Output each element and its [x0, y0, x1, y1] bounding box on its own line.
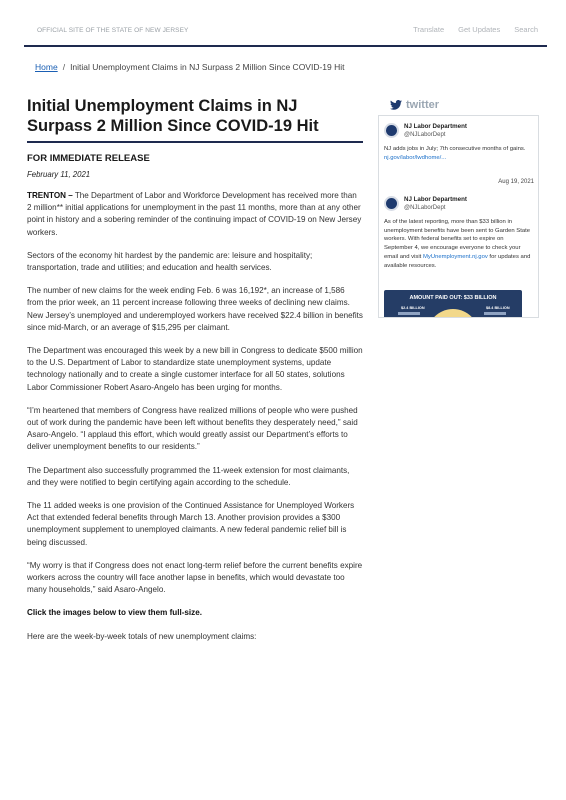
click-images-note: Click the images below to view them full-size. [27, 608, 202, 618]
top-nav [413, 25, 538, 34]
search-link[interactable]: Search [514, 25, 538, 34]
tweet-body-end: for updates and available resources. [384, 253, 531, 269]
title-divider [27, 141, 363, 143]
breadcrumb [35, 62, 345, 72]
header-divider [24, 45, 547, 47]
breadcrumb-home-link[interactable]: Home [35, 62, 58, 72]
lead-text: The Department of Labor and Workforce Development has received more than 2 million** initial applications for unemployment in the past 11 months, more than at any other point in history and a sobering reminder of the continuing impact of COVID-19 on New Jersey workers. [27, 191, 362, 237]
article [27, 96, 363, 643]
get-updates-link[interactable]: Get Updates [458, 25, 501, 34]
page-title: Initial Unemployment Claims in NJ Surpass 2 Million Since COVID-19 Hit [27, 97, 319, 135]
tweet-text [384, 218, 532, 270]
translate-link[interactable]: Translate [413, 25, 445, 34]
tweet-image[interactable] [384, 290, 522, 318]
breadcrumb-separator: / [62, 62, 66, 72]
graphic-bar-left [398, 312, 420, 315]
twitter-header [390, 97, 539, 113]
release-label: FOR IMMEDIATE RELEASE [27, 153, 150, 164]
twitter-bird-icon [390, 100, 402, 110]
graphic-bar-right [484, 312, 506, 315]
graphic-title: AMOUNT PAID OUT: $33 BILLION [409, 295, 497, 301]
dateline: TRENTON – [27, 191, 73, 200]
graphic-circle [427, 309, 479, 318]
breadcrumb-current: Initial Unemployment Claims in NJ Surpass 2 Million Since COVID-19 Hit [70, 62, 345, 72]
twitter-heading[interactable]: twitter [406, 99, 439, 111]
release-date: February 11, 2021 [27, 170, 91, 179]
paragraph-sectors: Sectors of the economy hit hardest by the pandemic are: leisure and hospitality; transportation, trade and utilities; and education and health services. [27, 250, 313, 273]
paragraph-extension: The Department also successfully programmed the 11-week extension for most claimants, and they were notified to begin certifying again according to the schedule. [27, 465, 350, 487]
twitter-feed[interactable] [378, 115, 539, 318]
tweet-body: NJ adds jobs in July; 7th consecutive months of gains. [384, 146, 526, 152]
twitter-sidebar [378, 97, 539, 318]
tweet-author-name[interactable]: NJ Labor Department [404, 196, 467, 203]
closing-paragraph: Here are the week-by-week totals of new unemployment claims: [27, 631, 257, 641]
graphic-left-label: $2.4 BILLION [401, 306, 425, 310]
tweet-link[interactable]: nj.gov/labor/lwdhome/... [384, 154, 447, 161]
official-site-label: OFFICIAL SITE OF THE STATE OF NEW JERSEY [37, 27, 189, 34]
tweet-date: Aug 19, 2021 [498, 179, 534, 185]
paragraph-congress-bill: The Department was encouraged this week by a new bill in Congress to dedicate $500 million to the U.S. Department of Labor to standardize state unemployment systems, update technology nationally and to create a single customer interface for all 50 states, solutions Labor Commissioner Robert Asaro-Angelo has been urging for months. [27, 346, 363, 392]
avatar[interactable] [384, 123, 399, 138]
tweet-author-handle[interactable]: @NJLaborDept [404, 205, 446, 211]
tweet-text [384, 145, 532, 162]
tweet-body: As of the latest reporting, more than $33 billion in unemployment benefits have been sent to Garden State workers. With federal benefits set to expire on September 4, we encourage everyone to check your email and visit [384, 219, 531, 260]
lead-paragraph [27, 190, 363, 239]
paragraph-quote-heartened: “I’m heartened that members of Congress have realized millions of people who were pushed out of work during the pandemic have been left without benefits they desperately need,” said Asaro-Angelo. “I applaud this effort, which would greatly assist our Department’s efforts to deliver unemployment benefits to our residents.” [27, 405, 358, 452]
tweet-link[interactable]: MyUnemployment.nj.gov [422, 253, 488, 260]
tweet-author-name[interactable]: NJ Labor Department [404, 123, 467, 130]
paragraph-claims: The number of new claims for the week ending Feb. 6 was 16,192*, an increase of 1,586 from the prior week, an 11 percent increase following three weeks of declining new claims. New Jersey’s unemployed and underemployed workers have received $22.4 billion in benefits since mid-March, or an average of $15,295 per claimant. [27, 286, 363, 332]
top-bar [0, 0, 566, 46]
graphic-right-label: $8.4 BILLION [486, 306, 510, 310]
paragraph-added-weeks: The 11 added weeks is one provision of the Continued Assistance for Unemployed Workers Act that extended federal benefits through March 13. Another provision provides a $300 unemployment supplement to unemployed claimants. A new federal pandemic relief bill is being discussed. [27, 501, 355, 547]
tweet-author-handle[interactable]: @NJLaborDept [404, 132, 446, 138]
paragraph-quote-worry: “My worry is that if Congress does not enact long-term relief before the current benefits expire workers across the country will face another lapse in benefits, which would devastate too many households,” said Asaro-Angelo. [27, 560, 363, 595]
avatar[interactable] [384, 196, 399, 211]
